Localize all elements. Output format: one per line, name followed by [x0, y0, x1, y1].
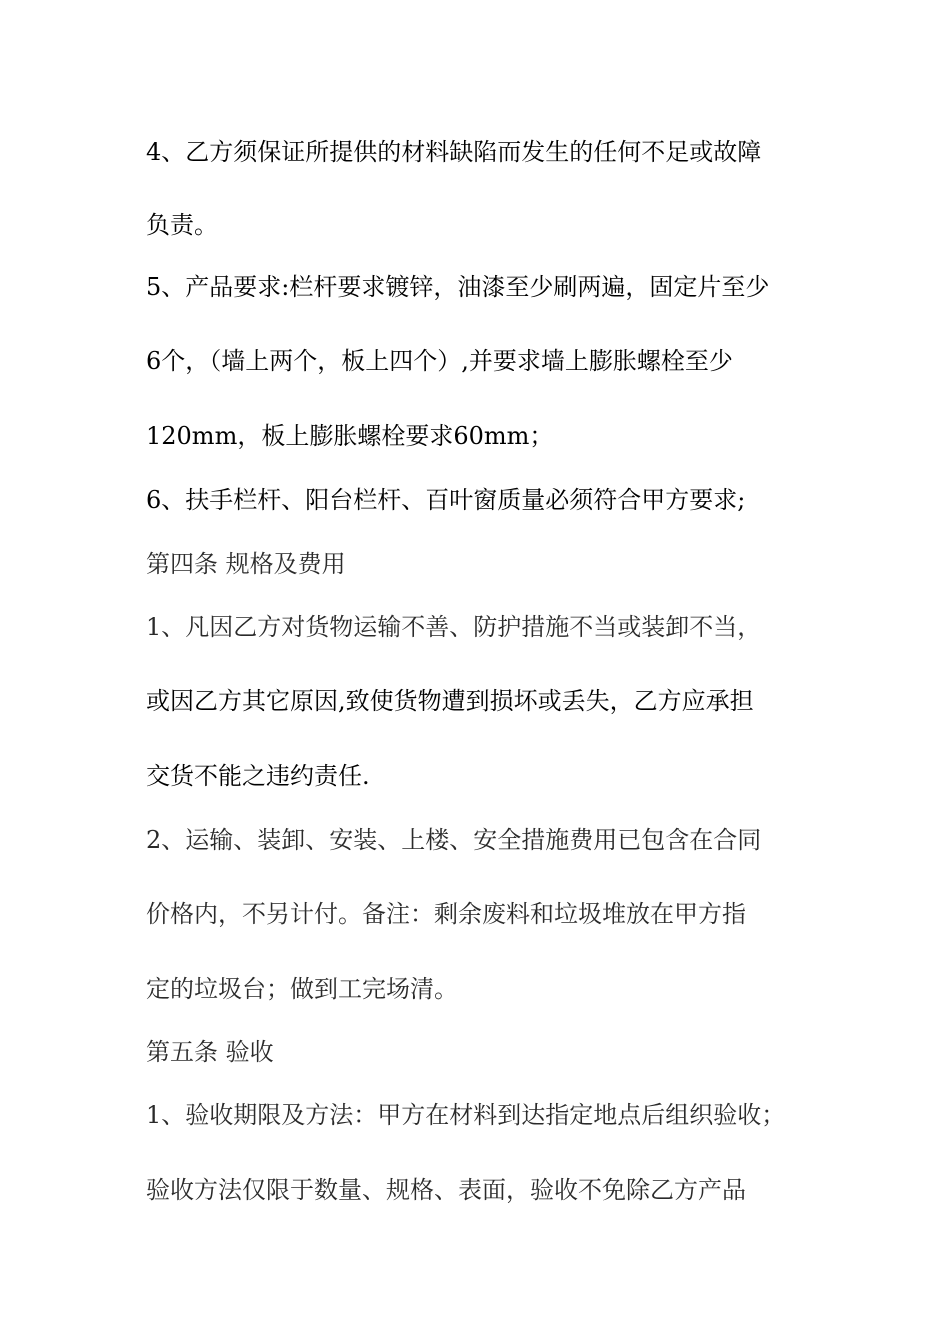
- article-4-item-1-line-2: 或因乙方其它原因,致使货物遭到损坏或丢失，乙方应承担: [146, 687, 754, 715]
- article-5-heading: 第五条 验收: [146, 1038, 274, 1066]
- article-4-item-1-line-3: 交货不能之违约责任.: [146, 762, 370, 790]
- article-5-item-1-line-2: 验收方法仅限于数量、规格、表面，验收不免除乙方产品: [146, 1176, 746, 1204]
- clause-4-line-2: 负责。: [146, 211, 218, 239]
- clause-4-line-1: 4、乙方须保证所提供的材料缺陷而发生的任何不足或故障: [146, 138, 762, 166]
- clause-6-line: 6、扶手栏杆、阳台栏杆、百叶窗质量必须符合甲方要求;: [146, 486, 746, 514]
- article-5-item-1-line-1: 1、验收期限及方法：甲方在材料到达指定地点后组织验收；: [146, 1101, 786, 1129]
- article-4-item-2-line-3: 定的垃圾台；做到工完场清。: [146, 975, 458, 1003]
- clause-5-line-1: 5、产品要求:栏杆要求镀锌，油漆至少刷两遍，固定片至少: [146, 273, 770, 301]
- article-4-item-1-line-1: 1、凡因乙方对货物运输不善、防护措施不当或装卸不当，: [146, 613, 762, 641]
- article-4-heading: 第四条 规格及费用: [146, 550, 346, 578]
- clause-5-line-2: 6个，（墙上两个，板上四个）,并要求墙上膨胀螺栓至少: [146, 347, 733, 375]
- clause-5-line-3: 120mm，板上膨胀螺栓要求60mm；: [146, 422, 554, 450]
- article-4-item-2-line-2: 价格内，不另计付。备注：剩余废料和垃圾堆放在甲方指: [146, 900, 746, 928]
- article-4-item-2-line-1: 2、运输、装卸、安装、上楼、安全措施费用已包含在合同: [146, 826, 762, 854]
